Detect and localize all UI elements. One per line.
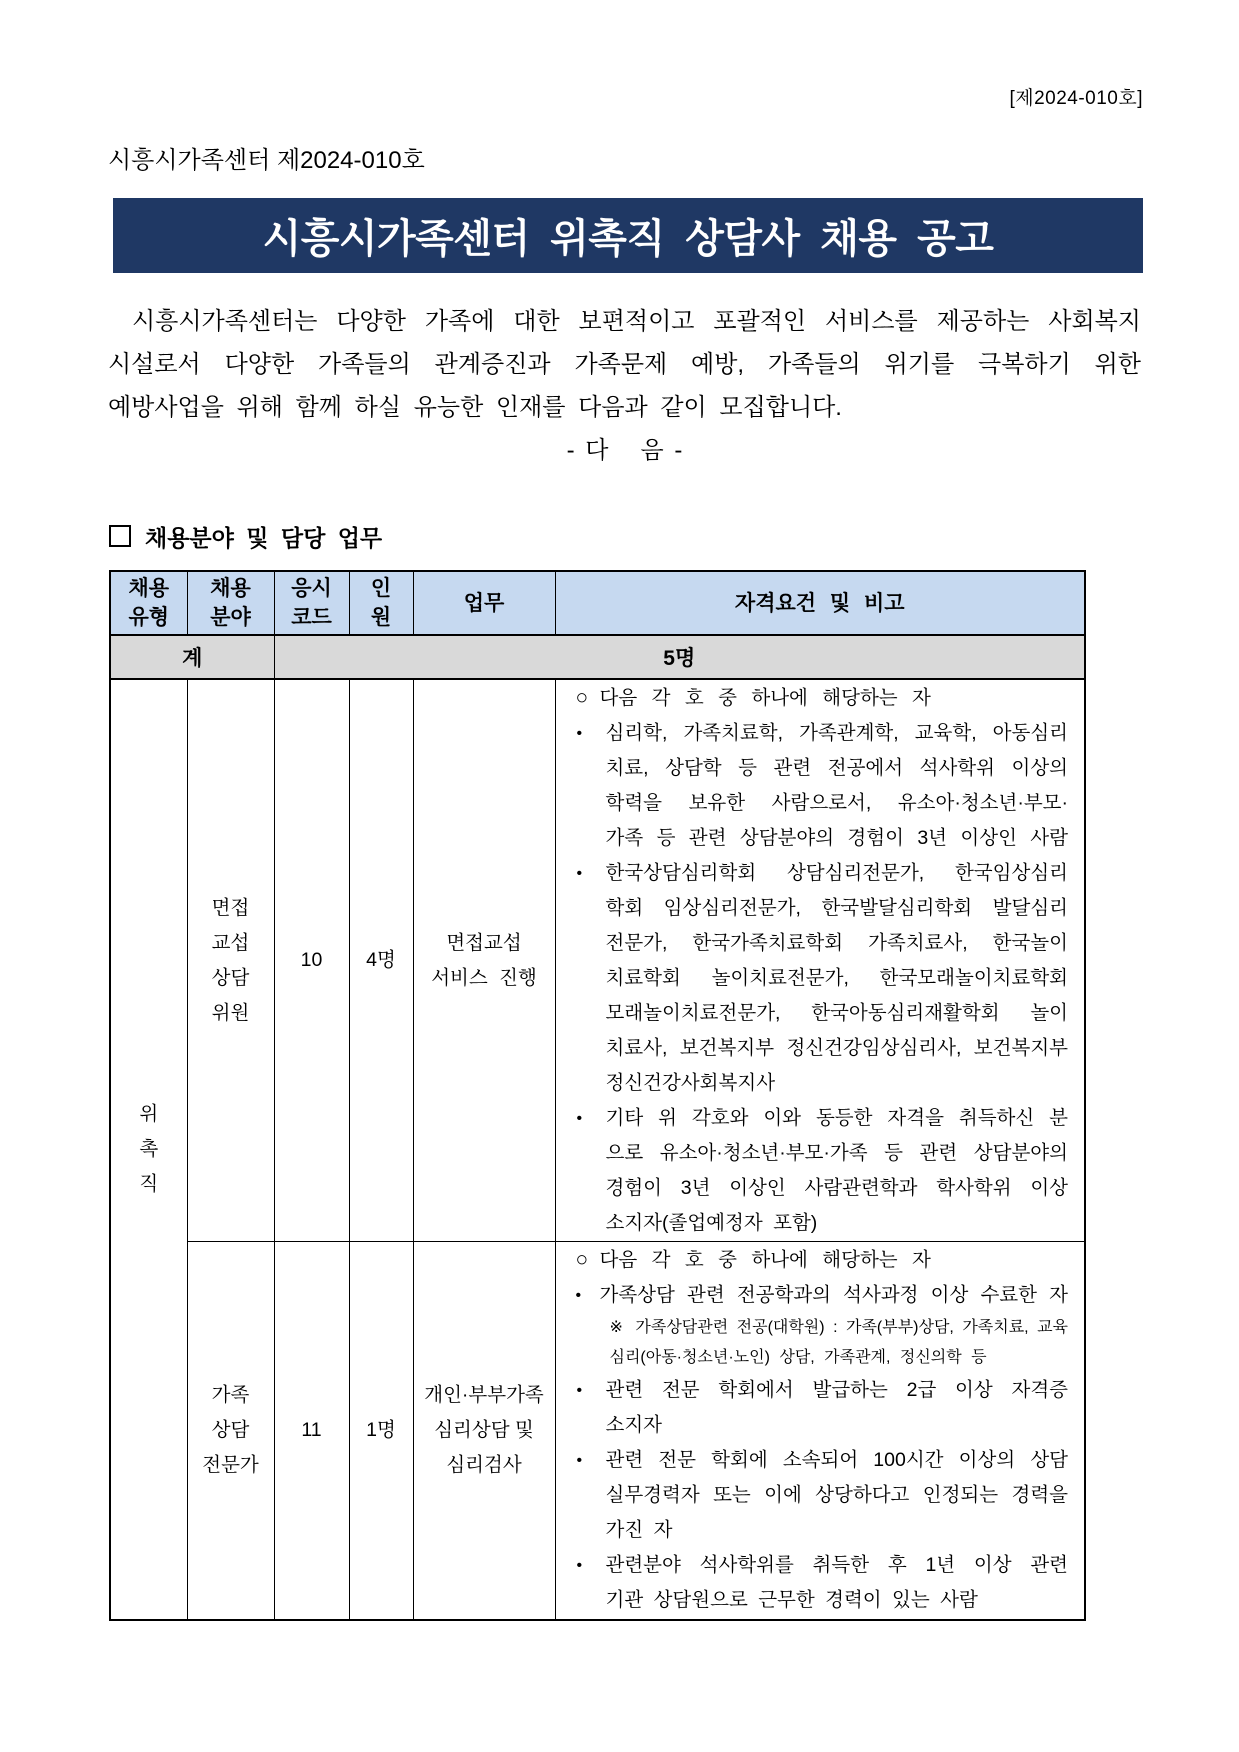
employment-type-cell: 위 촉 직 [110, 679, 187, 1620]
circle-marker: ○ [575, 1248, 589, 1272]
list-item [556, 1548, 1085, 1618]
footnote [556, 1313, 1085, 1373]
table-header-row [110, 571, 1085, 635]
list-item-line: • 관련 전문 학회에 소속되어 100시간 이상의 상담 [605, 1449, 1068, 1472]
total-value: 5명 [274, 635, 1085, 679]
list-item-line: 모래놀이치료전문가, 한국아동심리재활학회 놀이 [605, 1002, 1068, 1024]
checkbox-icon [109, 525, 131, 547]
table-row [110, 1242, 1085, 1620]
list-item-line: 실무경력자 또는 이에 상당하다고 인정되는 경력을 [605, 1484, 1068, 1507]
list-item-line: 전문가, 한국가족치료학회 가족치료사, 한국놀이 [605, 932, 1068, 954]
list-item-line: 학회 임상심리전문가, 한국발달심리학회 발달심리 [605, 897, 1068, 919]
qualifications-intro [556, 680, 1085, 716]
duty-cell: 개인·부부가족 심리상담 및 심리검사 [413, 1242, 555, 1620]
field-cell: 면접 교섭 상담 위원 [187, 679, 274, 1242]
footnote-line: ※ 가족상담관련 전공(대학원) : 가족(부부)상담, 가족치료, 교육 [609, 1319, 1068, 1337]
qualifications-intro-text: 다음 각 호 중 하나에 해당하는 자 [599, 1249, 931, 1272]
list-item-line: 정신건강사회복지사 [605, 1072, 776, 1094]
list-item-line: • 관련분야 석사학위를 취득한 후 1년 이상 관련 [605, 1554, 1068, 1577]
recruitment-table [109, 570, 1086, 1621]
header-code: 응시 코드 [274, 571, 349, 635]
list-item-line: 소지자 [605, 1414, 663, 1437]
list-item-line: 소지자(졸업예정자 포함) [605, 1212, 818, 1234]
header-employment-type: 채용 유형 [110, 571, 187, 635]
list-item-line: 치료학회 놀이치료전문가, 한국모래놀이치료학회 [605, 967, 1068, 989]
list-item-line: 으로 유소아·청소년·부모·가족 등 관련 상담분야의 [605, 1142, 1068, 1164]
headcount-cell: 4명 [349, 679, 413, 1242]
field-cell: 가족 상담 전문가 [187, 1242, 274, 1620]
total-row [110, 635, 1085, 679]
intro-line: 시설로서 다양한 가족들의 관계증진과 가족문제 예방, 가족들의 위기를 극복하기 위한 [108, 351, 1141, 378]
section-title: 채용분야 및 담당 업무 [145, 524, 383, 551]
header-duty: 업무 [413, 571, 555, 635]
title-banner [113, 198, 1143, 273]
list-item-line: 치료, 상담학 등 관련 전공에서 석사학위 이상의 [605, 757, 1068, 779]
list-item-line: • 가족상담 관련 전공학과의 석사과정 이상 수료한 자 [599, 1284, 1068, 1307]
qualifications-list [556, 680, 1085, 1241]
table-row [110, 679, 1085, 1242]
header-qualifications: 자격요건 및 비고 [555, 571, 1085, 635]
list-item [556, 1373, 1085, 1443]
list-item-line: 치료사, 보건복지부 정신건강임상심리사, 보건복지부 [605, 1037, 1068, 1059]
list-item-line: • 기타 위 각호와 이와 동등한 자격을 취득하신 분 [605, 1107, 1068, 1129]
intro-paragraph [108, 300, 1141, 472]
headcount-cell: 1명 [349, 1242, 413, 1620]
code-cell: 11 [274, 1242, 349, 1620]
qualifications-cell [555, 679, 1085, 1242]
circle-marker: ○ [575, 686, 589, 709]
header-headcount: 인 원 [349, 571, 413, 635]
header-field: 채용 분야 [187, 571, 274, 635]
list-item [556, 1101, 1085, 1241]
list-item-line: 학력을 보유한 사람으로서, 유소아·청소년·부모· [605, 792, 1068, 814]
total-label: 계 [110, 635, 274, 679]
list-item-line: 기관 상담원으로 근무한 경력이 있는 사람 [605, 1589, 978, 1612]
list-item-line: 경험이 3년 이상인 사람관련학과 학사학위 이상 [605, 1177, 1068, 1199]
document-number-bracket: [제2024-010호] [1009, 88, 1143, 109]
list-item [556, 1278, 1085, 1313]
intro-line: 시흥시가족센터는 다양한 가족에 대한 보편적이고 포괄적인 서비스를 제공하는 사회복지 [132, 308, 1141, 335]
qualifications-intro-text: 다음 각 호 중 하나에 해당하는 자 [599, 687, 931, 709]
duty-cell: 면접교섭 서비스 진행 [413, 679, 555, 1242]
list-item-line: 가족 등 관련 상담분야의 경험이 3년 이상인 사람 [605, 827, 1068, 849]
list-item-line: • 한국상담심리학회 상담심리전문가, 한국임상심리 [605, 862, 1068, 884]
section-heading [109, 520, 382, 552]
list-item-line: 가진 자 [605, 1519, 673, 1542]
page-title: 시흥시가족센터 위촉직 상담사 채용 공고 [262, 217, 994, 261]
footnote-line: 심리(아동·청소년·노인) 상담, 가족관계, 정신의학 등 [609, 1349, 987, 1367]
qualifications-list [556, 1242, 1085, 1618]
qualifications-intro [556, 1242, 1085, 1278]
list-item [556, 1443, 1085, 1548]
intro-line: 예방사업을 위해 함께 하실 유능한 인재를 다음과 같이 모집합니다. [108, 394, 842, 421]
list-item [556, 716, 1085, 856]
list-item-line: • 심리학, 가족치료학, 가족관계학, 교육학, 아동심리 [605, 722, 1068, 744]
next-heading: - 다 음 - [566, 437, 683, 464]
document-number: 시흥시가족센터 제2024-010호 [108, 147, 425, 174]
list-item-line: • 관련 전문 학회에서 발급하는 2급 이상 자격증 [605, 1379, 1068, 1402]
qualifications-cell [555, 1242, 1085, 1620]
code-cell: 10 [274, 679, 349, 1242]
list-item [556, 856, 1085, 1101]
